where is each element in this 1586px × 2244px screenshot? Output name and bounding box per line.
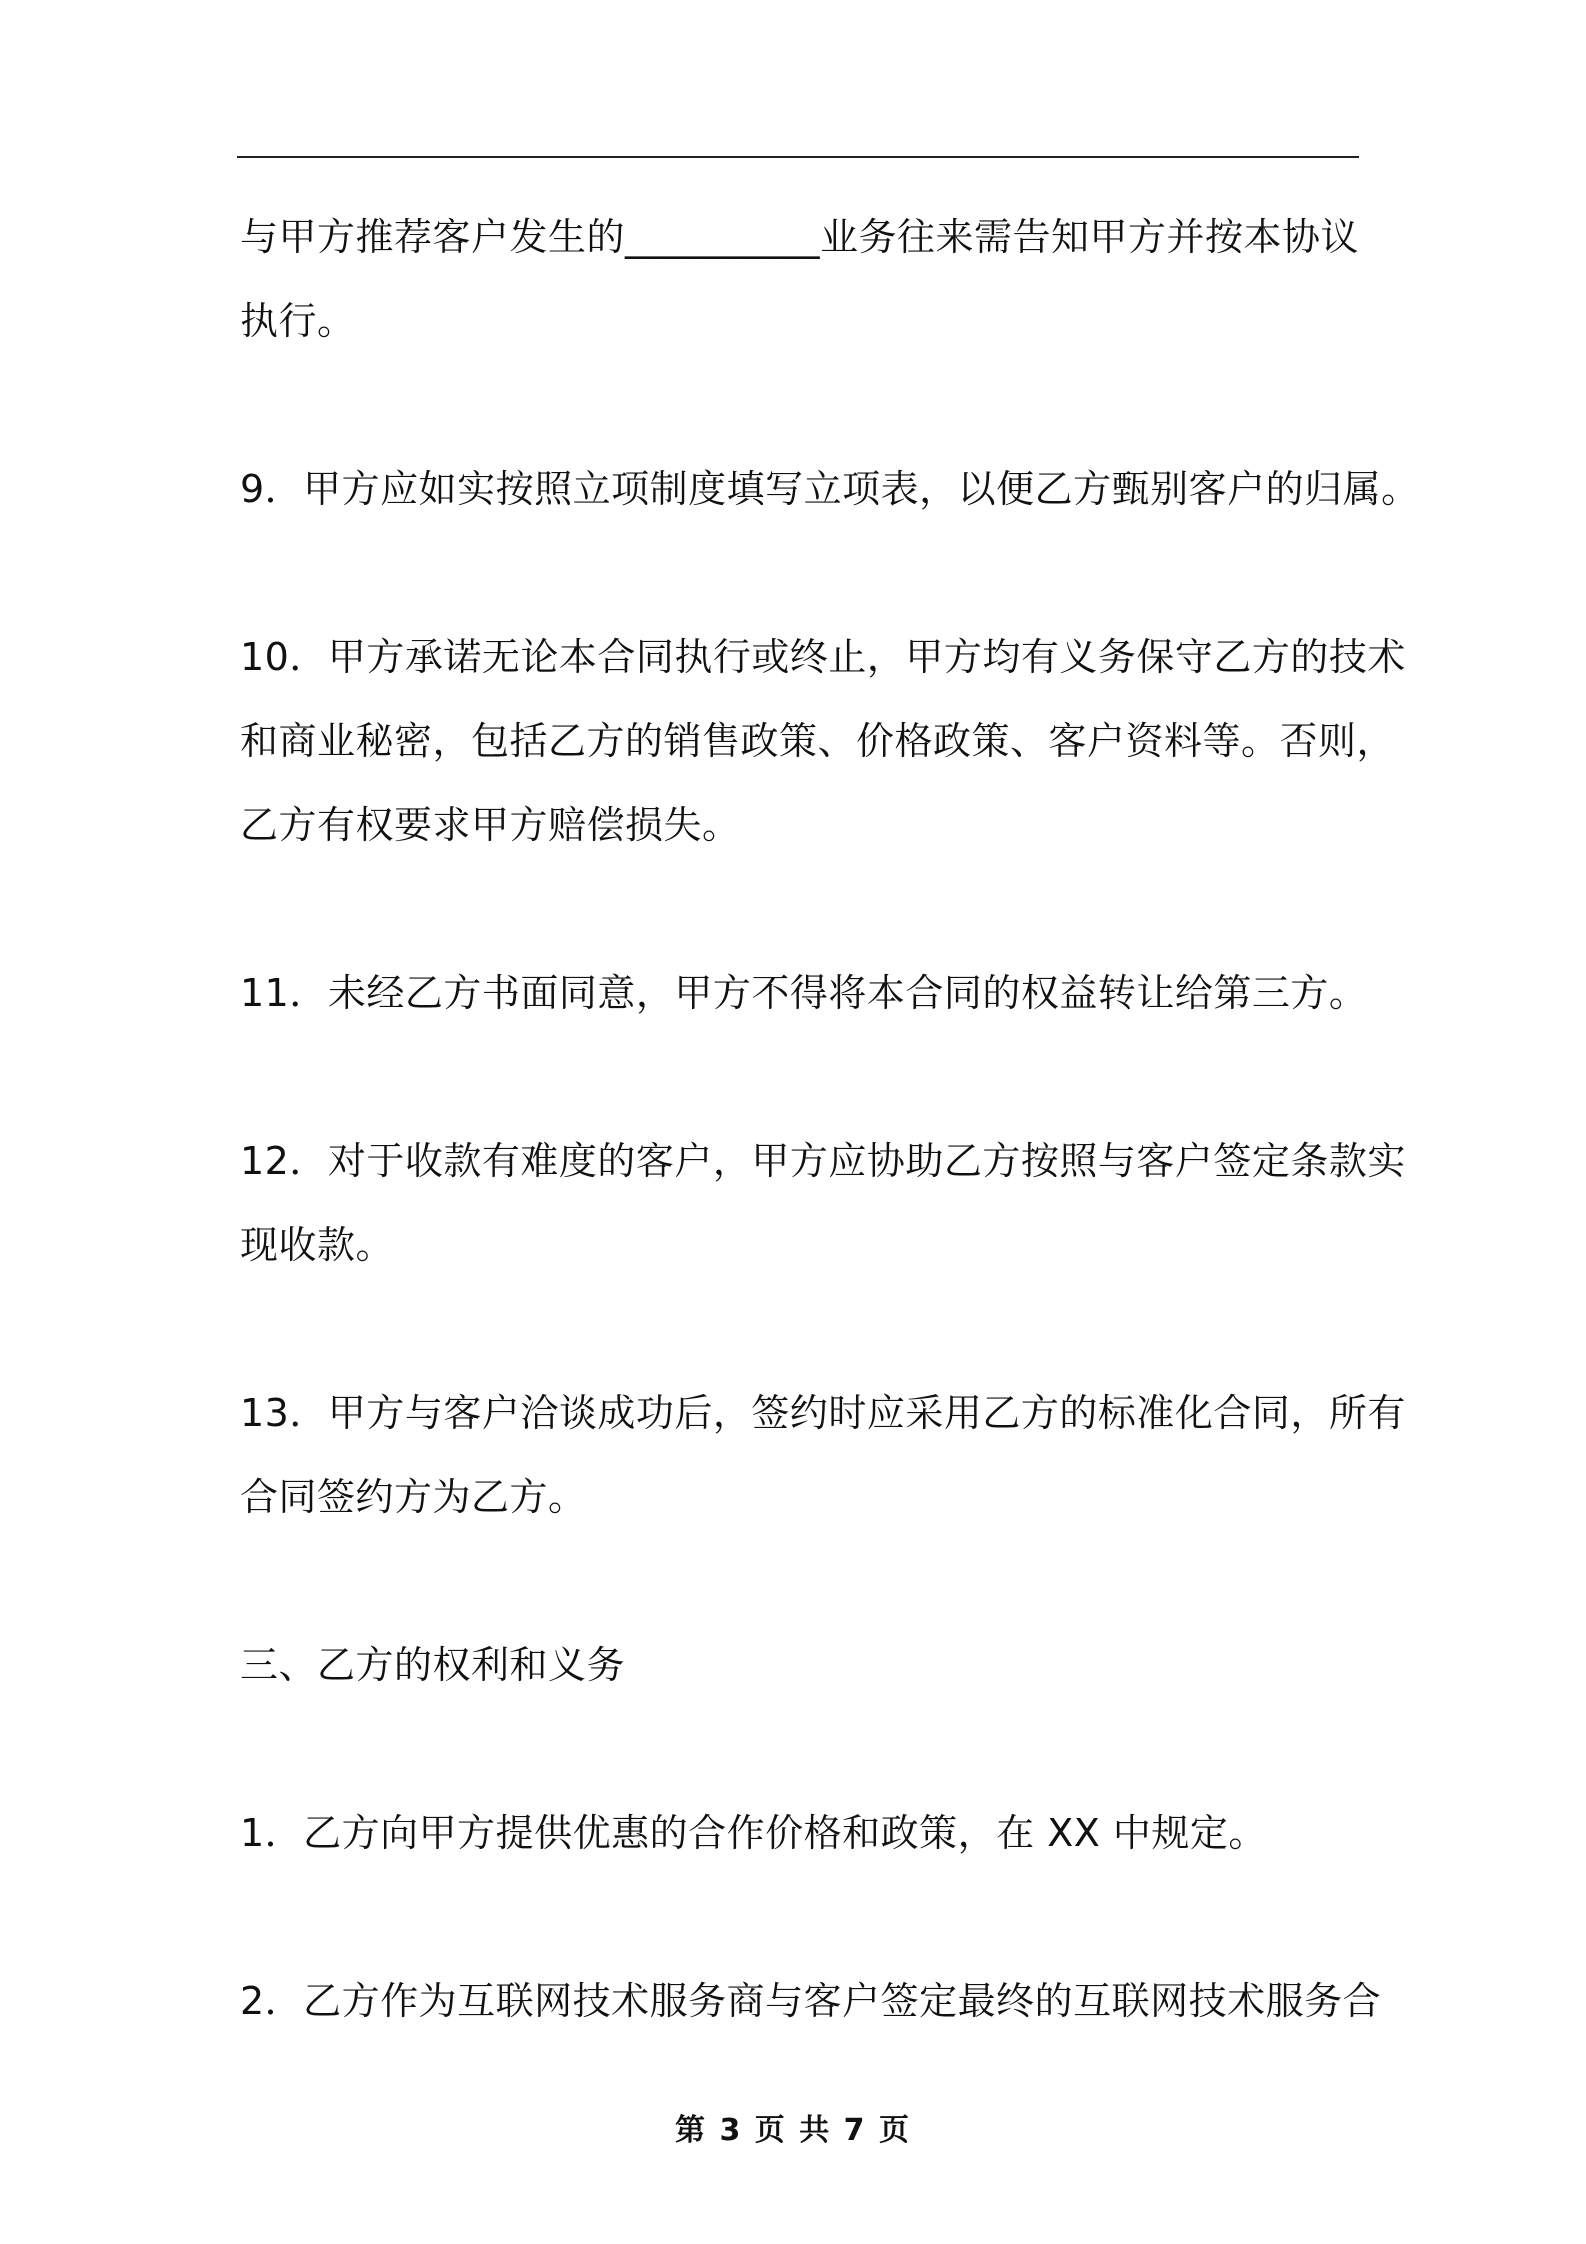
- text-line: 12．对于收款有难度的客户，甲方应协助乙方按照与客户签定条款实: [240, 1139, 1406, 1183]
- text-line: 与甲方推荐客户发生的__________业务往来需告知甲方并按本协议: [240, 215, 1360, 259]
- clause-10: [240, 615, 1406, 867]
- text-line: 1．乙方向甲方提供优惠的合作价格和政策，在 XX 中规定。: [240, 1811, 1267, 1855]
- clause-8-continuation: [240, 195, 1370, 363]
- text-line: 9．甲方应如实按照立项制度填写立项表，以便乙方甄别客户的归属。: [240, 467, 1420, 511]
- page-number-footer: 第 3 页 共 7 页: [675, 2113, 911, 2148]
- clause-11: [240, 951, 1370, 1035]
- text-line: 13．甲方与客户洽谈成功后，签约时应采用乙方的标准化合同，所有: [240, 1391, 1406, 1435]
- text-line: 10．甲方承诺无论本合同执行或终止，甲方均有义务保守乙方的技术: [240, 635, 1406, 679]
- text-line: 乙方有权要求甲方赔偿损失。: [240, 803, 741, 847]
- text-line: 执行。: [240, 299, 356, 343]
- section-heading-text: 三、乙方的权利和义务: [240, 1643, 626, 1687]
- clause-13: [240, 1371, 1406, 1539]
- document-body: [240, 195, 1420, 2127]
- clause-12: [240, 1119, 1406, 1287]
- section-3-clause-2: [240, 1959, 1382, 2043]
- text-line: 和商业秘密，包括乙方的销售政策、价格政策、客户资料等。否则，: [240, 719, 1396, 763]
- header-rule: [237, 156, 1359, 158]
- section-heading-3: [240, 1623, 1370, 1707]
- clause-9: [240, 447, 1420, 531]
- text-line: 合同签约方为乙方。: [240, 1475, 587, 1519]
- text-line: 现收款。: [240, 1223, 395, 1267]
- text-line: 11．未经乙方书面同意，甲方不得将本合同的权益转让给第三方。: [240, 971, 1368, 1015]
- text-line: 2．乙方作为互联网技术服务商与客户签定最终的互联网技术服务合: [240, 1979, 1382, 2023]
- section-3-clause-1: [240, 1791, 1370, 1875]
